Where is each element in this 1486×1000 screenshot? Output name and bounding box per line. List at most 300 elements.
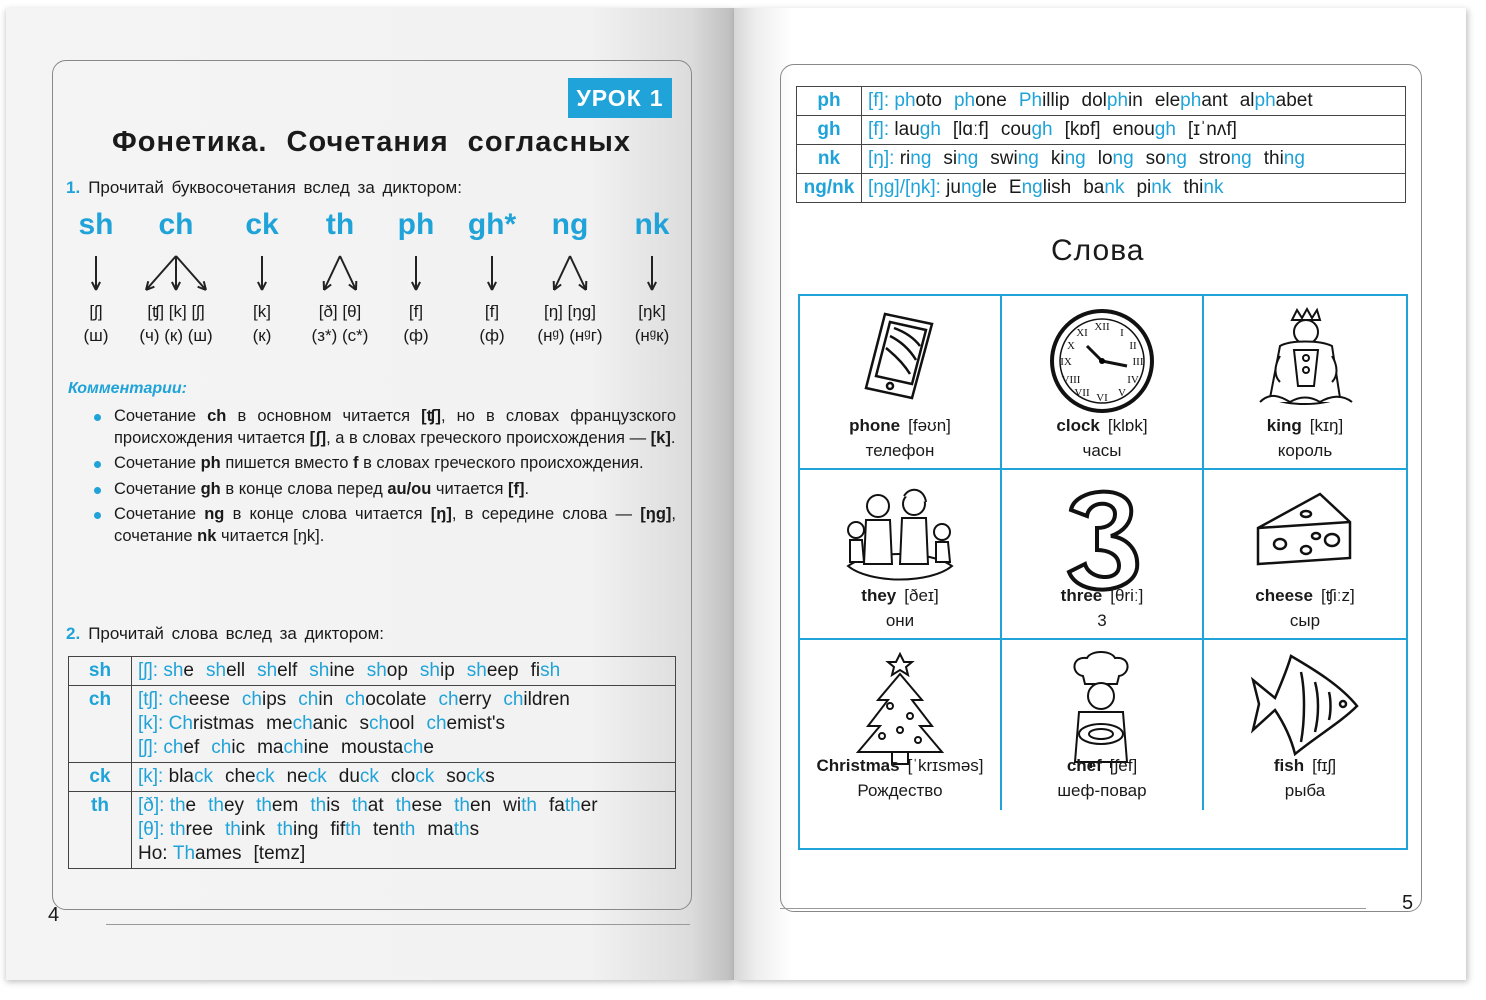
right-page [734, 8, 1466, 980]
combo-letters: sh [78, 208, 114, 241]
word-highlight: th [310, 795, 327, 816]
word [990, 148, 1039, 169]
word-highlight: gh [1031, 119, 1053, 140]
word [420, 660, 455, 681]
word [242, 689, 286, 710]
card-ipa: [kɪŋ] [1309, 416, 1344, 435]
left-page [6, 8, 734, 980]
word-highlight: sh [419, 660, 440, 681]
card-word-en: they [861, 586, 897, 605]
word [287, 766, 327, 787]
card-word [800, 586, 1000, 606]
word-part: clo [390, 766, 416, 787]
task-1-number: 1. [66, 178, 81, 197]
word-part: wi [503, 795, 522, 816]
card-word-en: three [1060, 586, 1103, 605]
word-card-fish [1204, 640, 1406, 810]
word-highlight: ph [1106, 90, 1129, 111]
comment-part: читается [ŋk]. [216, 526, 325, 545]
combo-russian: (нᵍк) [634, 326, 670, 345]
card-translation: Рождество [857, 781, 943, 800]
comment-part: ph [200, 454, 221, 472]
row-words [862, 87, 1406, 116]
word-part: s [469, 819, 480, 840]
word-part: lau [894, 119, 920, 140]
word-highlight: gh [919, 119, 941, 140]
row-words [132, 657, 676, 686]
word-card-clock [1002, 296, 1204, 470]
card-word [1002, 756, 1202, 776]
lesson-number: 1 [649, 84, 664, 111]
svg-text:II: II [1129, 340, 1137, 352]
word-part: ic [231, 737, 246, 758]
word-part: [kɒf] [1064, 119, 1101, 140]
comment-part: f [353, 454, 359, 472]
word [266, 713, 347, 734]
clock-icon [1002, 306, 1202, 416]
combo-ch [136, 208, 216, 346]
word-highlight: ch [168, 689, 189, 710]
word-part: fif [330, 819, 346, 840]
svg-text:IX: IX [1060, 356, 1072, 368]
word-highlight: ck [193, 766, 213, 787]
word-highlight: th [564, 795, 581, 816]
word-highlight: ch [283, 737, 304, 758]
word-highlight: sh [163, 660, 184, 681]
word [173, 843, 242, 864]
word [900, 148, 932, 169]
word [170, 795, 196, 816]
svg-text:I: I [1120, 327, 1124, 339]
word-part: e [185, 795, 197, 816]
word-highlight: sh [257, 660, 278, 681]
page-number-right: 5 [1402, 892, 1414, 914]
word-highlight: nk [1203, 177, 1224, 198]
table-row [69, 792, 676, 869]
word-card-they [800, 470, 1002, 640]
word-part: ildren [523, 689, 570, 710]
word-part: fa [548, 795, 565, 816]
word [391, 766, 434, 787]
svg-text:XI: XI [1076, 327, 1088, 339]
word-highlight: nk [1104, 177, 1125, 198]
word-highlight: ph [1180, 90, 1202, 111]
word-highlight: ck [359, 766, 379, 787]
word-highlight: ng [1230, 148, 1252, 169]
word-highlight: sh [540, 660, 561, 681]
combo-russian: (нᵍ) (нᵍг) [537, 326, 603, 345]
svg-text:VII: VII [1074, 387, 1090, 399]
word-card-christmas [800, 640, 1002, 810]
word-part: ine [303, 737, 329, 758]
combo-russian: (к) [252, 326, 272, 345]
word [339, 766, 379, 787]
number-three-icon [1002, 480, 1202, 600]
word-part: ele [1154, 90, 1181, 111]
word-part: ristmas [192, 713, 255, 734]
word-highlight: sh [206, 660, 227, 681]
combo-letters: ch [158, 208, 194, 241]
word-highlight: sh [466, 660, 487, 681]
word-highlight: th [454, 795, 470, 816]
word-part: ey [223, 795, 245, 816]
word [1113, 119, 1176, 140]
sound-label: [ð]: [138, 795, 170, 816]
word-highlight: ng [1064, 148, 1086, 169]
word-part: anic [312, 713, 348, 734]
word-highlight: ch [345, 689, 366, 710]
comment-part: Сочетание [114, 407, 208, 425]
sound-label: [k]: [138, 766, 169, 787]
word-part: illip [1042, 90, 1070, 111]
word-part: al [1239, 90, 1255, 111]
word-part: ool [389, 713, 415, 734]
row-key: ph [797, 87, 862, 116]
word [1082, 90, 1143, 111]
word-part: in [1128, 90, 1143, 111]
combo-nk [612, 208, 692, 346]
card-word-en: chef [1066, 756, 1102, 775]
word-part: ip [439, 660, 455, 681]
comment-part: . [670, 428, 676, 447]
word-part: op [386, 660, 408, 681]
table-row [797, 116, 1406, 145]
comment-part: . [524, 479, 530, 498]
arrow-icon [376, 254, 456, 294]
word-card-phone [800, 296, 1002, 470]
word [531, 660, 561, 681]
word [310, 795, 340, 816]
word-part: ant [1201, 90, 1228, 111]
card-word-en: phone [849, 416, 901, 435]
combo-gh-star [452, 208, 532, 346]
svg-text:IV: IV [1127, 374, 1139, 386]
lesson-badge [568, 78, 672, 118]
word [257, 737, 329, 758]
row-key: ch [69, 686, 132, 763]
word [1155, 90, 1228, 111]
word [1183, 177, 1223, 198]
word [1146, 148, 1187, 169]
word [1019, 90, 1070, 111]
page-title: Фонетика. Сочетания согласных [112, 126, 631, 158]
family-icon [800, 480, 1000, 590]
word [454, 795, 491, 816]
arrow-icon [452, 254, 532, 294]
word-highlight: th [351, 795, 368, 816]
comments-list [92, 406, 676, 551]
word-highlight: ck [307, 766, 327, 787]
word-highlight: ch [241, 689, 262, 710]
comment-part: [ŋ] [430, 505, 452, 523]
words-heading: Слова [1051, 234, 1145, 267]
word [206, 660, 245, 681]
card-word [1002, 416, 1202, 436]
word-line [138, 818, 669, 842]
word-line [138, 712, 669, 736]
card-ipa: [θriː] [1110, 586, 1144, 605]
word-highlight: Ch [168, 713, 193, 734]
word [298, 689, 333, 710]
card-translation: телефон [865, 441, 935, 460]
combo-sh [56, 208, 136, 346]
word-part: ree [185, 819, 214, 840]
word-part: emist's [446, 713, 506, 734]
word [503, 795, 537, 816]
task-2 [66, 624, 384, 644]
word-highlight: ng [957, 148, 979, 169]
word-highlight: ng [910, 148, 932, 169]
card-word-en: clock [1056, 416, 1100, 435]
word [163, 737, 199, 758]
sound-label: [ŋg]/[ŋk]: [868, 177, 947, 198]
word [1264, 148, 1305, 169]
svg-text:XII: XII [1094, 321, 1110, 333]
word [352, 795, 384, 816]
table-row [797, 145, 1406, 174]
word-part: cou [1000, 119, 1032, 140]
task-2-text: Прочитай слова вслед за диктором: [88, 624, 385, 643]
word-part: so [1145, 148, 1166, 169]
word-highlight: th [225, 819, 241, 840]
comment-part: nk [197, 526, 217, 545]
card-word [1204, 416, 1406, 436]
word-part: [ɪˈnʌf] [1187, 119, 1237, 140]
word-highlight: ch [426, 713, 447, 734]
word-highlight: th [453, 819, 470, 840]
word-part: le [982, 177, 997, 198]
word-part: swi [990, 148, 1018, 169]
fish-icon [1204, 650, 1406, 760]
table-row [797, 87, 1406, 116]
arrow-icon [300, 254, 380, 294]
word-highlight: Th [172, 843, 196, 864]
word [373, 819, 415, 840]
comment-part: au/ou [387, 479, 432, 498]
combo-ng [530, 208, 610, 346]
card-ipa: [ʃef] [1109, 756, 1138, 775]
word-part: ma [427, 819, 454, 840]
row-key: sh [69, 657, 132, 686]
word-highlight: ph [953, 90, 976, 111]
word [341, 737, 434, 758]
word-part: elf [277, 660, 298, 681]
word-line [138, 736, 669, 760]
row-words [862, 145, 1406, 174]
word [427, 819, 479, 840]
comments-heading: Комментарии: [68, 380, 188, 397]
sound-label: [tʃ]: [138, 689, 169, 710]
words-table-left [68, 656, 676, 869]
word-highlight: ck [255, 766, 275, 787]
word-part: eep [486, 660, 519, 681]
comment-part: Сочетание [114, 479, 201, 498]
footer-line-right [780, 908, 1366, 909]
word-part: is [326, 795, 340, 816]
word [257, 660, 297, 681]
card-word [1002, 586, 1202, 606]
comment-item [92, 479, 676, 501]
word-part: e [423, 737, 434, 758]
word-part: lish [1042, 177, 1072, 198]
word-card-three [1002, 470, 1204, 640]
word-part: mousta [340, 737, 404, 758]
word-card-cheese [1204, 470, 1406, 640]
phone-icon [800, 306, 1000, 406]
card-ipa: [fəʊn] [908, 416, 951, 435]
word [467, 660, 519, 681]
sound-label: [ʃ]: [138, 737, 164, 758]
comment-part: , а в словах греческого происхождения — [326, 428, 651, 447]
word [225, 766, 275, 787]
combo-letters: th [325, 208, 355, 241]
word-part: si [943, 148, 958, 169]
lesson-label: УРОК [576, 84, 642, 111]
word [396, 795, 443, 816]
word-line [138, 842, 669, 866]
word-part: at [367, 795, 384, 816]
table-row [69, 763, 676, 792]
words-table-right [796, 86, 1406, 203]
comment-part: [ʧ] [421, 407, 441, 425]
sound-label: [k]: [138, 713, 169, 734]
arrow-icon [222, 254, 302, 294]
combo-th [300, 208, 380, 346]
comment-part: в основном читается [226, 407, 422, 425]
word-part: ma [257, 737, 284, 758]
word [169, 766, 213, 787]
word [503, 689, 570, 710]
word-highlight: ng [1165, 148, 1187, 169]
word-line [138, 688, 669, 712]
combo-sounds: [ʧ] [k] [ʃ] [147, 302, 205, 321]
word [1083, 177, 1124, 198]
combo-russian: (ф) [479, 326, 505, 345]
word-highlight: th [169, 795, 186, 816]
combo-letters: ng [551, 208, 589, 241]
word-part: me [266, 713, 293, 734]
word-part: che [224, 766, 256, 787]
word-highlight: ch [503, 689, 524, 710]
arrow-icon [612, 254, 692, 294]
sound-label: [f]: [868, 119, 895, 140]
word [225, 819, 265, 840]
comment-part: в конце слова читается [224, 505, 431, 523]
word-highlight: ch [298, 689, 319, 710]
word-part: bla [168, 766, 194, 787]
word-part: lo [1097, 148, 1113, 169]
card-translation: 3 [1097, 611, 1107, 630]
combo-sounds: [ŋ] [ŋg] [544, 302, 596, 321]
card-word [1204, 756, 1406, 776]
word-highlight: ng [1283, 148, 1305, 169]
word [954, 90, 1007, 111]
combo-letters: ck [245, 208, 279, 241]
word-highlight: sh [366, 660, 387, 681]
combo-letters: nk [634, 208, 670, 241]
word [1240, 90, 1313, 111]
svg-text:V: V [1118, 387, 1126, 399]
card-translation: король [1277, 441, 1333, 460]
combo-sounds: [ð] [θ] [318, 302, 362, 321]
word-highlight: gh [1154, 119, 1176, 140]
comment-part: в словах греческого происхождения. [358, 454, 644, 472]
word [946, 177, 997, 198]
card-ipa: [ˈkrɪsməs] [907, 756, 984, 775]
combo-letters: ph [397, 208, 435, 241]
word-part: e [183, 660, 194, 681]
word [953, 119, 989, 140]
row-key: ng/nk [797, 174, 862, 203]
page-number-left: 4 [48, 904, 60, 926]
comment-part: , сочетание [114, 505, 676, 545]
combo-sounds: [f] [408, 302, 424, 321]
word-highlight: ch [403, 737, 424, 758]
word [330, 819, 361, 840]
word-part: ine [329, 660, 355, 681]
word [549, 795, 598, 816]
word-card-king [1204, 296, 1406, 470]
comment-part: [f] [508, 479, 525, 498]
word [894, 119, 941, 140]
word [894, 90, 942, 111]
arrow-icon [56, 254, 136, 294]
word-part: ba [1083, 177, 1105, 198]
combo-russian: (з*) (с*) [311, 326, 369, 345]
row-words [862, 174, 1406, 203]
word-cards-grid [798, 294, 1408, 850]
combo-letters: gh* [467, 208, 517, 241]
row-words [132, 686, 676, 763]
word [170, 819, 213, 840]
word-part: s [359, 713, 369, 734]
word [277, 819, 318, 840]
word-part: pi [1136, 177, 1152, 198]
comment-part: , в середине слова — [451, 505, 641, 523]
combo-sounds: [k] [253, 302, 271, 321]
word [1001, 119, 1053, 140]
row-words [132, 763, 676, 792]
word-part: enou [1112, 119, 1155, 140]
word-highlight: th [256, 795, 272, 816]
comment-part: [k] [650, 428, 671, 447]
word-highlight: th [521, 795, 537, 816]
word [367, 660, 408, 681]
word-part: ell [226, 660, 246, 681]
word-part: ing [293, 819, 319, 840]
footer-line-left [106, 924, 690, 925]
svg-text:X: X [1067, 340, 1075, 352]
word-highlight: th [399, 819, 416, 840]
word [1065, 119, 1101, 140]
word-part: ten [373, 819, 400, 840]
combo-sounds: [ʃ] [89, 302, 103, 321]
card-word [800, 756, 1000, 776]
word [163, 660, 194, 681]
word-part: ocolate [365, 689, 427, 710]
task-2-number: 2. [66, 624, 81, 643]
comment-item [92, 504, 676, 547]
word [439, 689, 492, 710]
word-highlight: th [395, 795, 412, 816]
word-part: erry [458, 689, 492, 710]
card-ipa: [fɪʃ] [1312, 756, 1337, 775]
word-line [138, 659, 669, 683]
card-translation: они [885, 611, 915, 630]
card-word-en: fish [1273, 756, 1305, 775]
card-word-en: cheese [1255, 586, 1313, 605]
comment-part: Сочетание [114, 505, 205, 523]
